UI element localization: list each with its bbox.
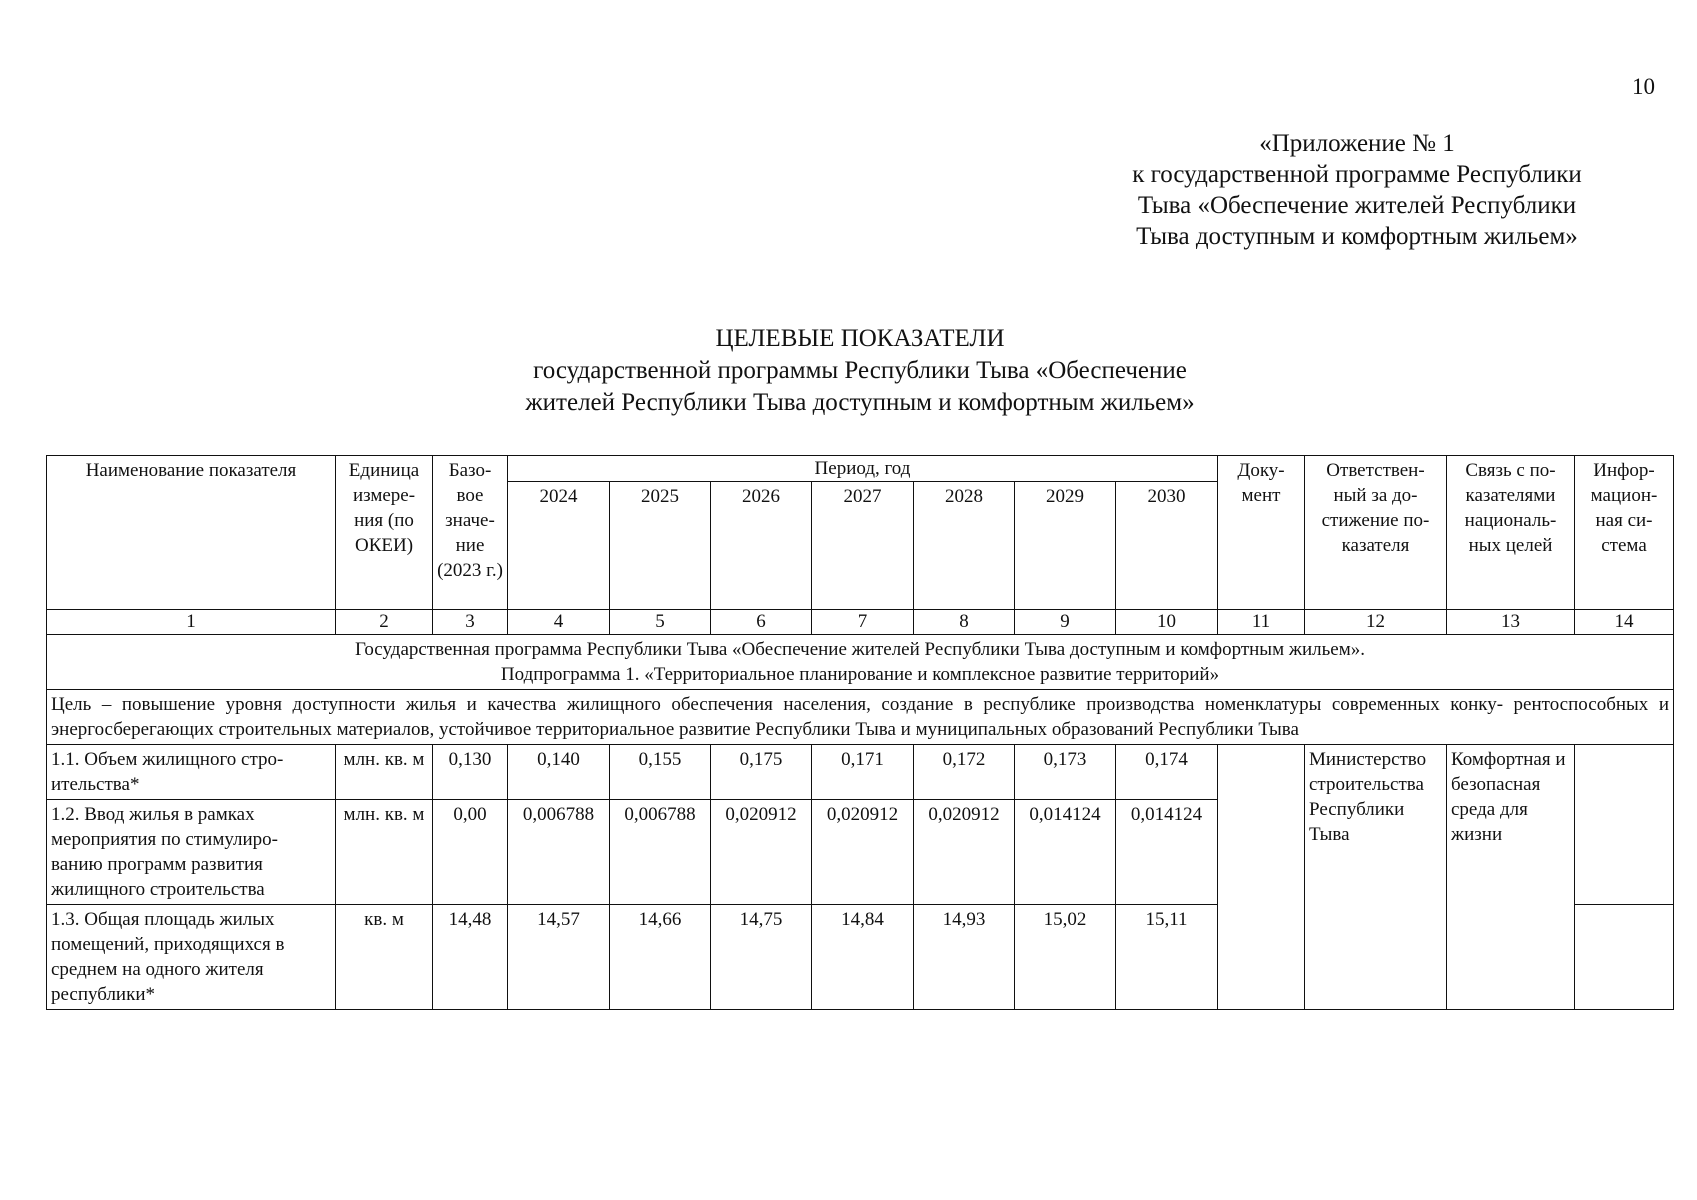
column-number: 12	[1305, 610, 1447, 635]
indicator-value: 0,014124	[1116, 800, 1218, 905]
column-number: 10	[1116, 610, 1218, 635]
goal-text: Цель – повышение уровня доступности жилья и качества жилищного обеспечения населения, создание в республике производства номенклатуры современных конку- рентоспособных и энергосберегающих строительных материалов, устойчивое территориальное развитие Республики Тыва и муниципальных образований Республики Тыва	[47, 690, 1674, 745]
indicator-name: 1.3. Общая площадь жилых помещений, приходящихся в среднем на одного жителя республики*	[47, 905, 336, 1010]
header-year: 2025	[610, 482, 711, 610]
indicator-value: 14,75	[711, 905, 812, 1010]
title-line: государственной программы Республики Тыва «Обеспечение	[533, 357, 1187, 384]
program-title-line: Государственная программа Республики Тыва «Обеспечение жителей Республики Тыва доступным и комфортным жильем».	[355, 639, 1365, 660]
indicator-value: 0,171	[812, 745, 914, 800]
column-number: 13	[1447, 610, 1575, 635]
indicator-value: 14,84	[812, 905, 914, 1010]
indicator-value: 0,006788	[610, 800, 711, 905]
indicator-name: 1.1. Объем жилищного стро- ительства*	[47, 745, 336, 800]
indicator-value: 0,140	[508, 745, 610, 800]
appendix-line: «Приложение № 1	[1259, 130, 1455, 157]
document-title	[380, 323, 1340, 419]
header-info: Инфор- мацион- ная си- стема	[1575, 456, 1674, 610]
page-number: 10	[1632, 74, 1655, 99]
appendix-line: к государственной программе Республики	[1132, 161, 1582, 188]
header-document: Доку- мент	[1218, 456, 1305, 610]
header-base: Базо- вое значе- ние (2023 г.)	[433, 456, 508, 610]
table-row	[47, 745, 1674, 800]
header-period: Период, год	[508, 456, 1218, 482]
column-number: 3	[433, 610, 508, 635]
indicator-value: 14,57	[508, 905, 610, 1010]
indicator-name: 1.2. Ввод жилья в рамках мероприятия по стимулиро- ванию программ развития жилищного строительства	[47, 800, 336, 905]
header-year: 2027	[812, 482, 914, 610]
header-year: 2026	[711, 482, 812, 610]
indicator-document	[1218, 745, 1305, 1010]
indicator-value: 0,174	[1116, 745, 1218, 800]
indicator-base: 0,130	[433, 745, 508, 800]
column-number: 2	[336, 610, 433, 635]
indicator-value: 0,020912	[711, 800, 812, 905]
column-number: 11	[1218, 610, 1305, 635]
appendix-line: Тыва доступным и комфортным жильем»	[1136, 223, 1578, 250]
column-number: 1	[47, 610, 336, 635]
header-year: 2029	[1015, 482, 1116, 610]
indicator-value: 0,014124	[1015, 800, 1116, 905]
indicator-value: 0,172	[914, 745, 1015, 800]
subprogram-title-line: Подпрограмма 1. «Территориальное планирование и комплексное развитие территорий»	[500, 664, 1220, 685]
header-link: Связь с по- казателями националь- ных целей	[1447, 456, 1575, 610]
column-numbers-row	[47, 610, 1674, 635]
column-number: 14	[1575, 610, 1674, 635]
indicator-value: 14,93	[914, 905, 1015, 1010]
column-number: 4	[508, 610, 610, 635]
indicator-value: 0,020912	[914, 800, 1015, 905]
indicator-value: 0,155	[610, 745, 711, 800]
indicator-unit: млн. кв. м	[336, 745, 433, 800]
indicator-value: 0,175	[711, 745, 812, 800]
column-number: 7	[812, 610, 914, 635]
column-number: 8	[914, 610, 1015, 635]
header-unit: Единица измере- ния (по ОКЕИ)	[336, 456, 433, 610]
appendix-line: Тыва «Обеспечение жителей Республики	[1137, 192, 1577, 219]
header-row	[47, 456, 1674, 482]
header-year: 2024	[508, 482, 610, 610]
header-year: 2028	[914, 482, 1015, 610]
indicator-value: 0,020912	[812, 800, 914, 905]
indicator-value: 0,006788	[508, 800, 610, 905]
indicator-base: 0,00	[433, 800, 508, 905]
indicator-value: 14,66	[610, 905, 711, 1010]
program-title	[47, 635, 1674, 690]
responsible-executor: Министерство строительства Республики Тыва	[1305, 745, 1447, 1010]
column-number: 6	[711, 610, 812, 635]
national-goal-link: Комфортная и безопасная среда для жизни	[1447, 745, 1575, 1010]
appendix-header	[1077, 128, 1637, 252]
header-year: 2030	[1116, 482, 1218, 610]
title-heading: ЦЕЛЕВЫЕ ПОКАЗАТЕЛИ	[715, 325, 1005, 352]
header-responsible: Ответствен- ный за до- стижение по- казателя	[1305, 456, 1447, 610]
program-row	[47, 635, 1674, 690]
information-system	[1575, 745, 1674, 905]
column-number: 9	[1015, 610, 1116, 635]
header-name: Наименование показателя	[47, 456, 336, 610]
column-number: 5	[610, 610, 711, 635]
indicator-unit: млн. кв. м	[336, 800, 433, 905]
target-indicators-table	[46, 455, 1674, 1010]
indicator-unit: кв. м	[336, 905, 433, 1010]
indicator-value: 0,173	[1015, 745, 1116, 800]
goal-row	[47, 690, 1674, 745]
information-system	[1575, 905, 1674, 1010]
indicator-base: 14,48	[433, 905, 508, 1010]
indicator-value: 15,02	[1015, 905, 1116, 1010]
indicator-value: 15,11	[1116, 905, 1218, 1010]
title-line: жителей Республики Тыва доступным и комфортным жильем»	[525, 389, 1195, 416]
